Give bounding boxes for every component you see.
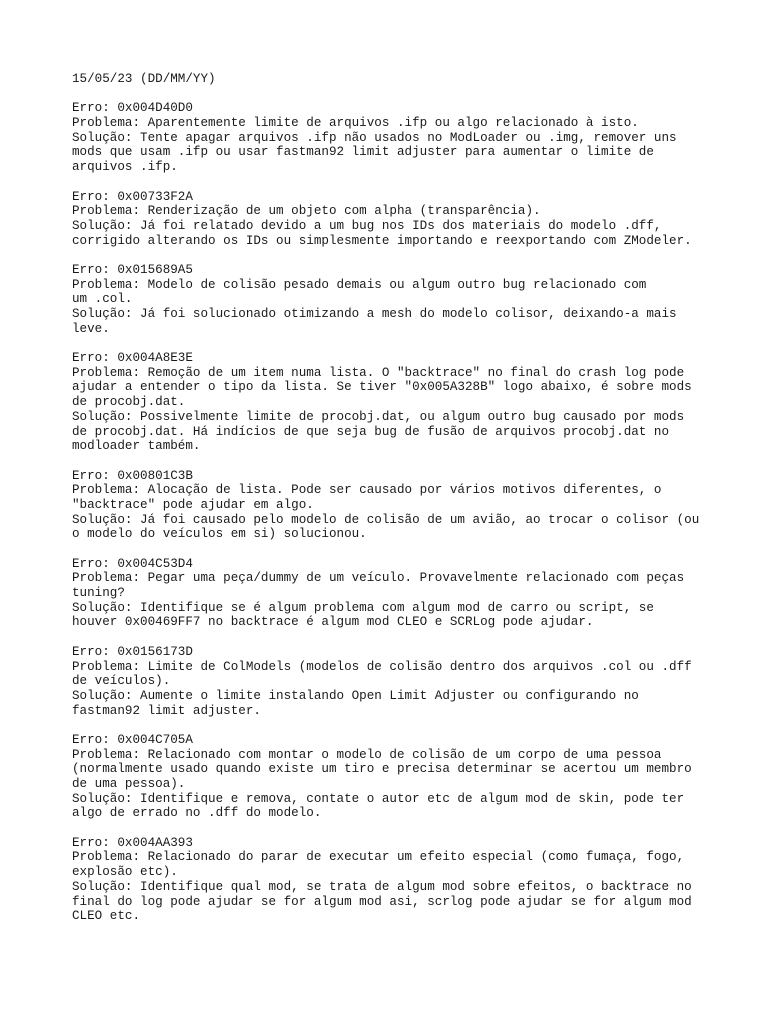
error-entry (72, 263, 712, 336)
blank-line (72, 175, 712, 190)
entry-text-line: algo de errado no .dff do modelo. (72, 806, 322, 821)
entry-text-line: Problema: Alocação de lista. Pode ser causado por vários motivos diferentes, o (72, 483, 662, 498)
error-entry (72, 190, 712, 249)
entry-text-line: um .col. (72, 292, 133, 307)
blank-line (72, 821, 712, 836)
entry-text-line: Problema: Pegar uma peça/dummy de um veículo. Provavelmente relacionado com peças (72, 571, 685, 586)
entry-text-line: leve. (72, 321, 110, 336)
entry-text-line: tuning? (72, 586, 125, 601)
entry-text-line: Solução: Identifique e remova, contate o autor etc de algum mod de skin, pode ter (72, 791, 685, 806)
entry-text-line: modloader também. (72, 439, 201, 454)
entry-text-line: mods que usam .ifp ou usar fastman92 limit adjuster para aumentar o limite de (72, 145, 654, 160)
entry-text-line: houver 0x00469FF7 no backtrace é algum mod CLEO e SCRLog pode ajudar. (72, 615, 594, 630)
entry-text-line: explosão etc). (72, 865, 178, 880)
entry-text-line: arquivos .ifp. (72, 160, 178, 175)
entry-text-line: Solução: Identifique qual mod, se trata de algum mod sobre efeitos, o backtrace no (72, 879, 692, 894)
entry-text-line: Problema: Remoção de um item numa lista. O "backtrace" no final do crash log pode (72, 365, 685, 380)
entry-text-line: Problema: Relacionado do parar de executar um efeito especial (como fumaça, fogo, (72, 850, 685, 865)
entry-text-line: final do log pode ajudar se for algum mod asi, scrlog pode ajudar se for algum mod (72, 894, 692, 909)
document-page (72, 72, 712, 924)
error-entry (72, 351, 712, 454)
error-code-line: Erro: 0x004A8E3E (72, 351, 193, 366)
error-entry (72, 733, 712, 821)
error-code-line: Erro: 0x004C53D4 (72, 556, 193, 571)
entry-text-line: CLEO etc. (72, 909, 141, 924)
error-code-line: Erro: 0x004D40D0 (72, 101, 193, 116)
entry-text-line: fastman92 limit adjuster. (72, 703, 261, 718)
error-entry (72, 645, 712, 718)
date-line: 15/05/23 (DD/MM/YY) (72, 72, 216, 86)
entry-text-line: o modelo do veículos em si) solucionou. (72, 527, 367, 542)
entry-text-line: Problema: Renderização de um objeto com alpha (transparência). (72, 204, 541, 219)
entry-text-line: Solução: Já foi causado pelo modelo de colisão de um avião, ao trocar o colisor (ou (72, 512, 700, 527)
blank-line (72, 336, 712, 351)
entry-text-line: Solução: Já foi relatado devido a um bug nos IDs dos materiais do modelo .dff, (72, 218, 662, 233)
entry-text-line: Problema: Relacionado com montar o modelo de colisão de um corpo de uma pessoa (72, 747, 662, 762)
error-code-line: Erro: 0x004C705A (72, 732, 193, 747)
blank-line (72, 630, 712, 645)
entry-text-line: Problema: Aparentemente limite de arquivos .ifp ou algo relacionado à isto. (72, 116, 639, 131)
error-code-line: Erro: 0x015689A5 (72, 262, 193, 277)
entry-text-line: de procobj.dat. (72, 395, 186, 410)
entry-text-line: de veículos). (72, 674, 171, 689)
entry-text-line: Problema: Limite de ColModels (modelos de colisão dentro dos arquivos .col ou .dff (72, 659, 692, 674)
entry-text-line: de uma pessoa). (72, 777, 186, 791)
error-entries (72, 101, 712, 924)
entry-text-line: Solução: Já foi solucionado otimizando a mesh do modelo colisor, deixando-a mais (72, 307, 677, 321)
entry-text-line: de procobj.dat. Há indícios de que seja bug de fusão de arquivos procobj.dat no (72, 424, 670, 439)
blank-line (72, 248, 712, 263)
entry-text-line: Solução: Possivelmente limite de procobj.dat, ou algum outro bug causado por mods (72, 409, 685, 424)
entry-text-line: "backtrace" pode ajudar em algo. (72, 497, 314, 512)
error-code-line: Erro: 0x004AA393 (72, 835, 193, 850)
entry-text-line: (normalmente usado quando existe um tiro e precisa determinar se acertou um membro (72, 762, 692, 777)
entry-text-line: Solução: Tente apagar arquivos .ifp não usados no ModLoader ou .img, remover uns (72, 130, 677, 145)
blank-line (72, 542, 712, 557)
entry-text-line: ajudar a entender o tipo da lista. Se tiver "0x005A328B" logo abaixo, é sobre mods (72, 380, 692, 395)
error-code-line: Erro: 0x00733F2A (72, 189, 193, 204)
error-code-line: Erro: 0x00801C3B (72, 468, 193, 483)
error-entry (72, 101, 712, 174)
blank-line (72, 454, 712, 469)
error-entry (72, 836, 712, 924)
blank-line (72, 87, 712, 102)
entry-text-line: Solução: Aumente o limite instalando Open Limit Adjuster ou configurando no (72, 688, 639, 703)
error-entry (72, 469, 712, 542)
entry-text-line: Solução: Identifique se é algum problema com algum mod de carro ou script, se (72, 600, 654, 615)
blank-line (72, 718, 712, 733)
entry-text-line: Problema: Modelo de colisão pesado demais ou algum outro bug relacionado com (72, 277, 647, 292)
error-code-line: Erro: 0x0156173D (72, 644, 193, 659)
entry-text-line: corrigido alterando os IDs ou simplesmente importando e reexportando com ZModeler. (72, 233, 692, 248)
error-entry (72, 557, 712, 630)
